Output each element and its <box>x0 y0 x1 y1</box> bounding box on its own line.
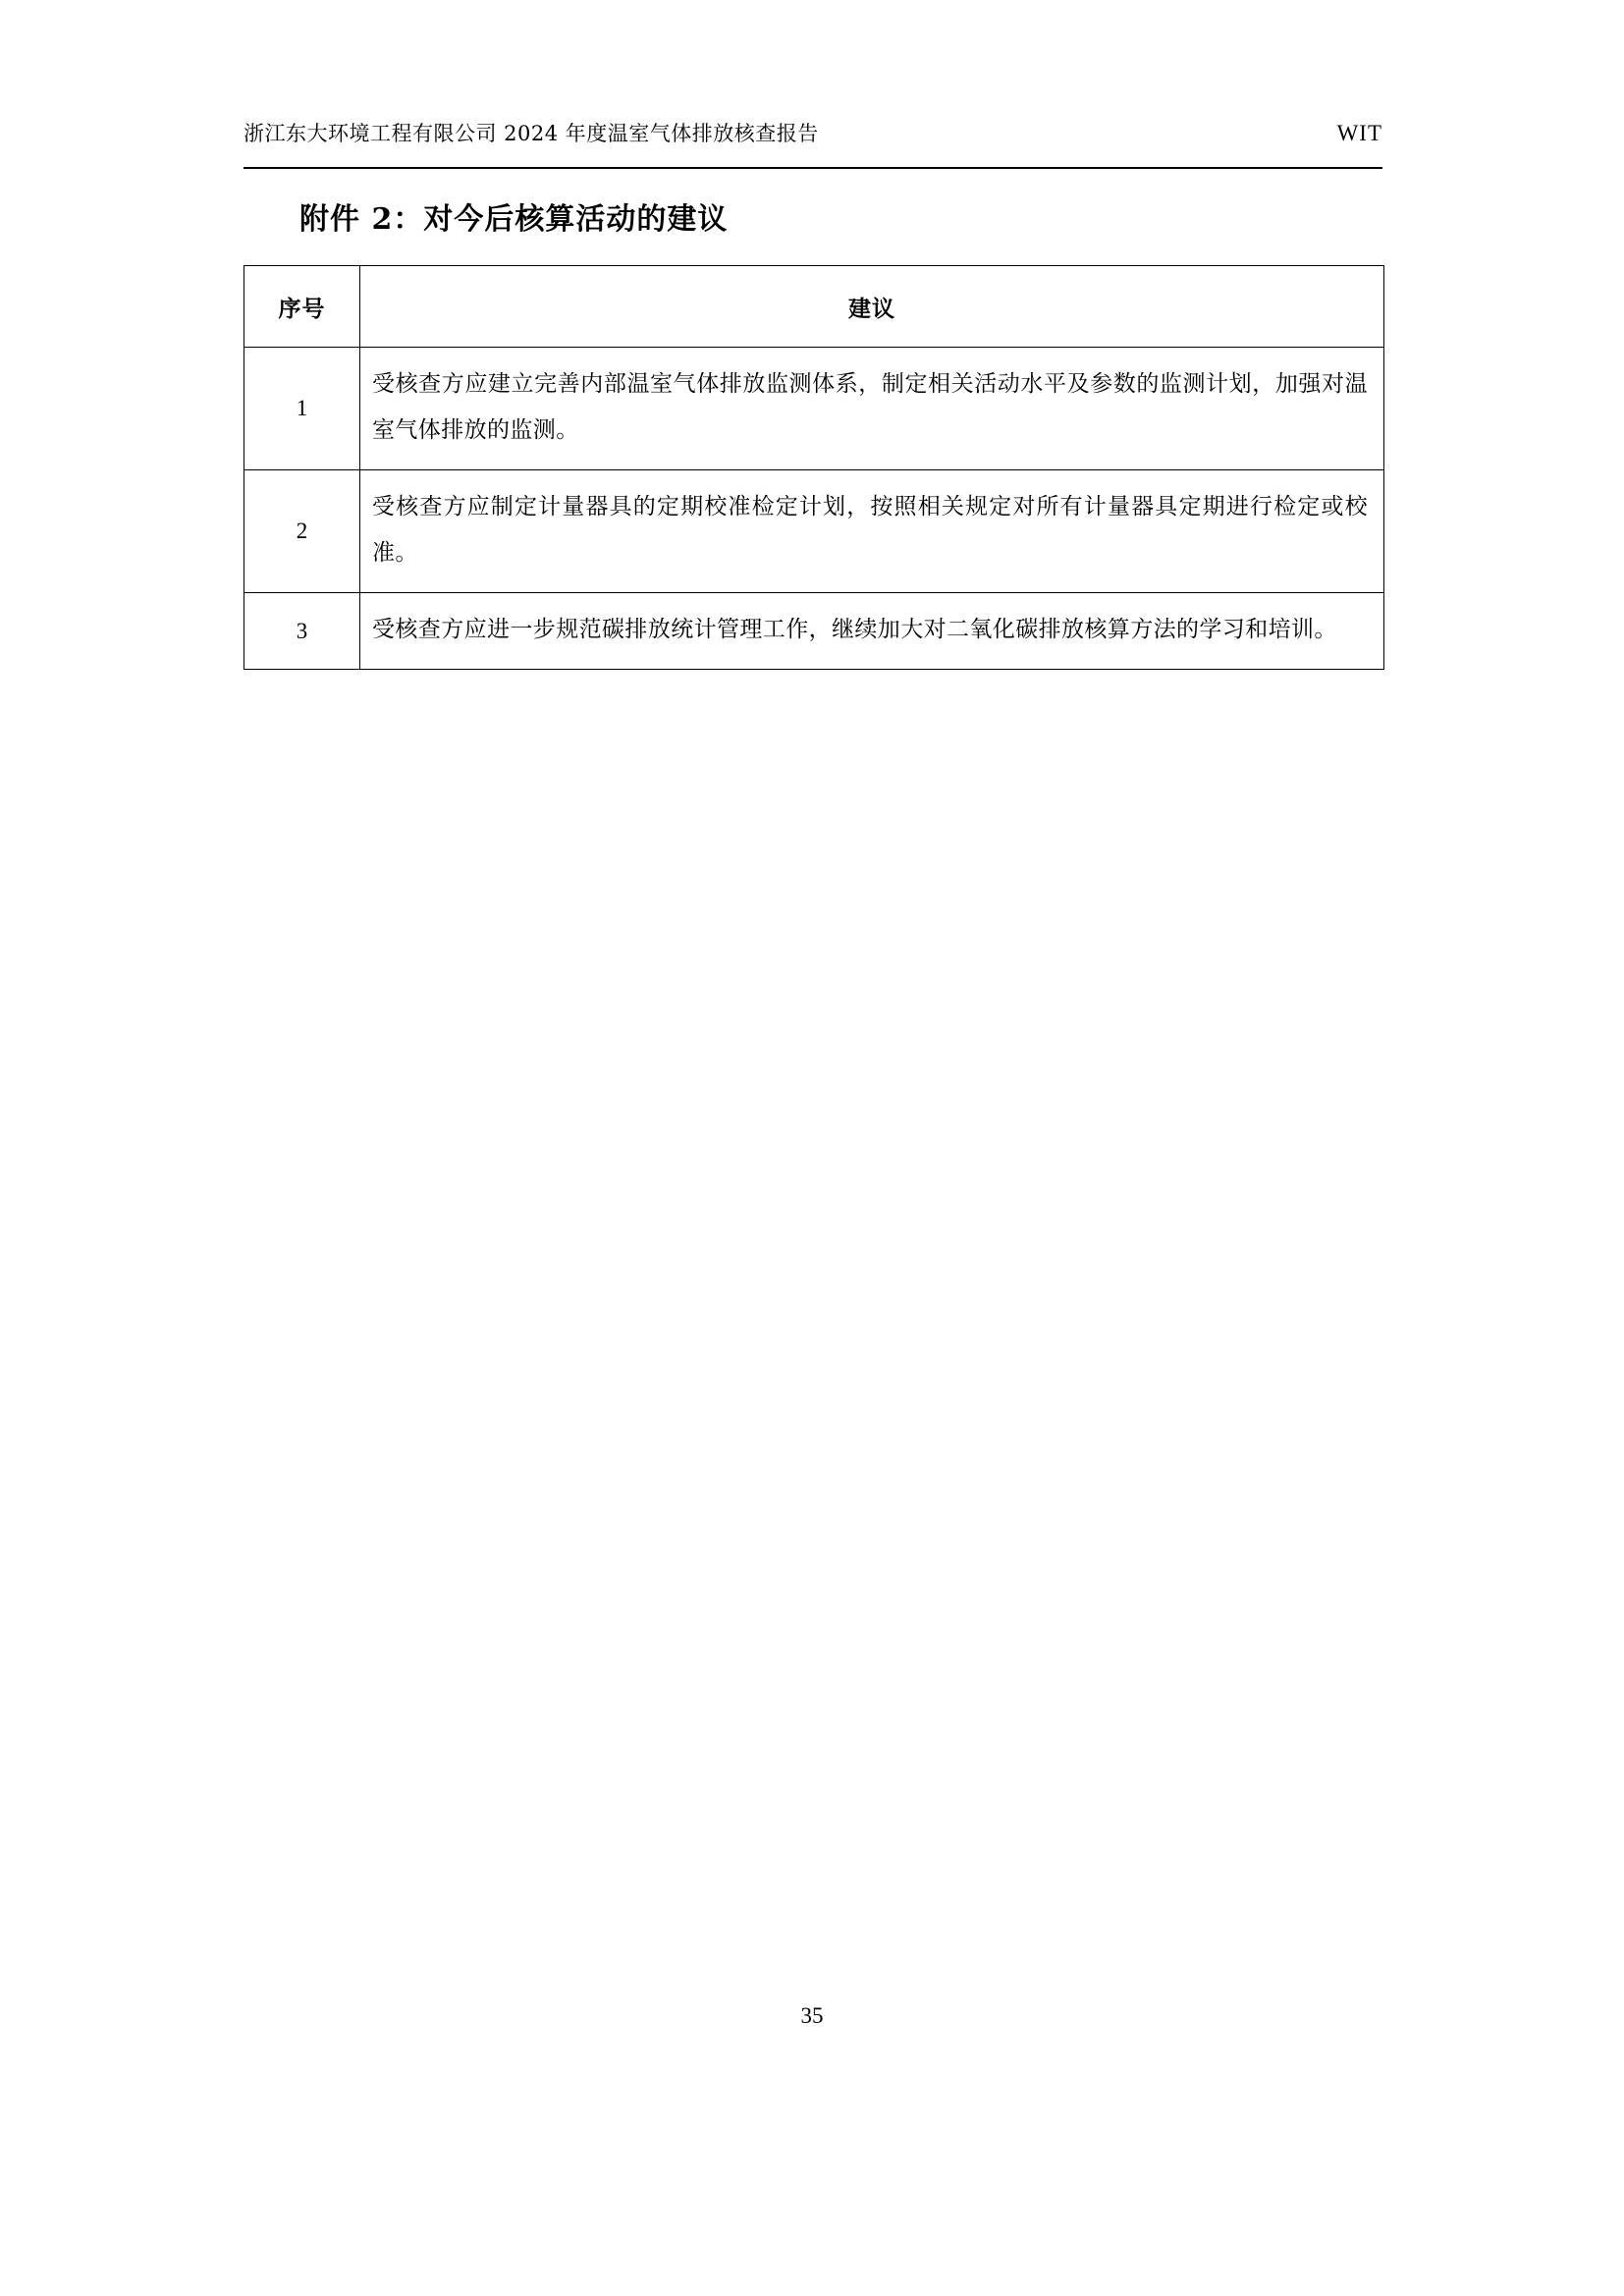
row-recommendation: 受核查方应进一步规范碳排放统计管理工作，继续加大对二氧化碳排放核算方法的学习和培训。 <box>360 593 1384 670</box>
table-row <box>244 593 1384 670</box>
recommendations-table-container <box>244 265 1383 670</box>
column-header-no: 序号 <box>244 266 360 348</box>
row-number: 2 <box>244 470 360 593</box>
row-recommendation: 受核查方应制定计量器具的定期校准检定计划，按照相关规定对所有计量器具定期进行检定或校准。 <box>360 470 1384 593</box>
column-header-recommendation: 建议 <box>360 266 1384 348</box>
header-title: 浙江东大环境工程有限公司 2024 年度温室气体排放核查报告 <box>244 122 819 145</box>
page-title: 附件 2：对今后核算活动的建议 <box>299 202 729 237</box>
table-row <box>244 348 1384 470</box>
row-number: 1 <box>244 348 360 470</box>
page-header <box>244 118 1382 147</box>
recommendations-table <box>244 265 1384 670</box>
row-number: 3 <box>244 593 360 670</box>
header-logo-text: WIT <box>1336 121 1382 145</box>
table-header-row <box>244 266 1384 348</box>
page-number: 35 <box>800 2003 824 2028</box>
header-divider <box>244 167 1382 169</box>
row-recommendation: 受核查方应建立完善内部温室气体排放监测体系，制定相关活动水平及参数的监测计划，加强对温室气体排放的监测。 <box>360 348 1384 470</box>
table-row <box>244 470 1384 593</box>
